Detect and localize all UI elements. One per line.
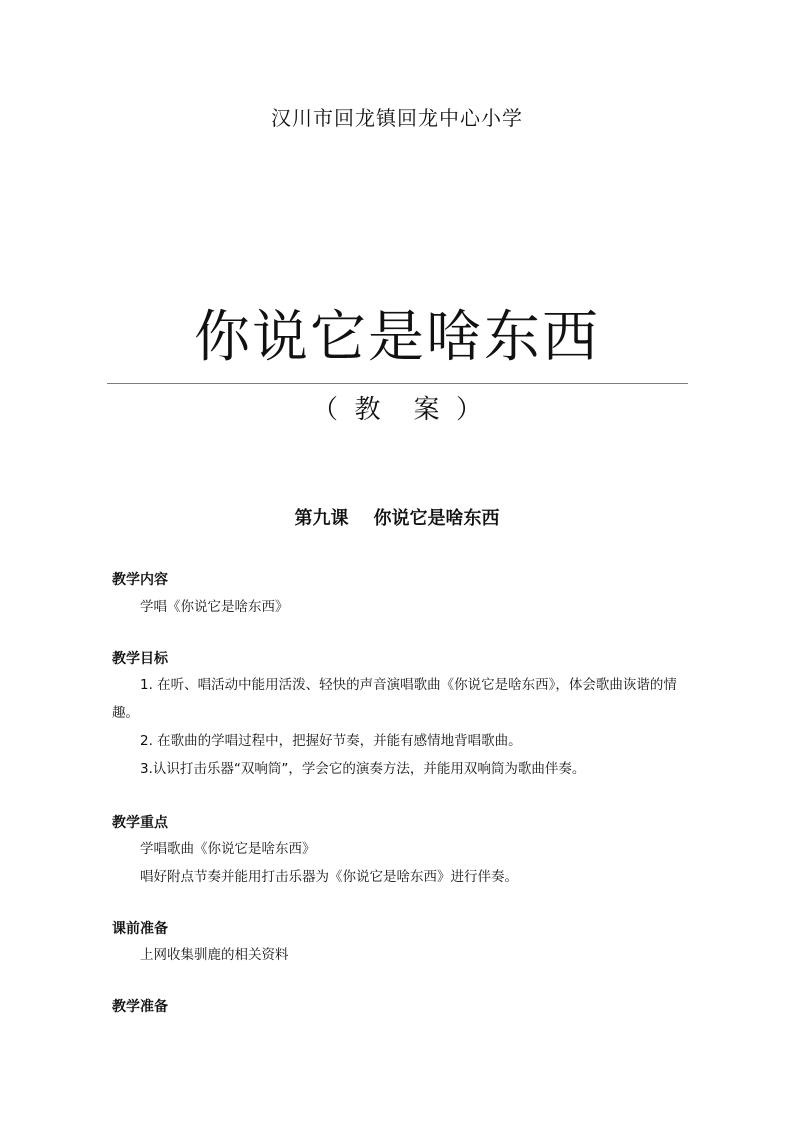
section-heading-key-points: 教学重点 (112, 815, 168, 831)
key-point-line-1: 学唱歌曲《你说它是啥东西》 (140, 841, 316, 857)
content-line: 学唱《你说它是啥东西》 (140, 599, 289, 615)
goal-line-1: 1. 在听、唱活动中能用活泼、轻快的声音演唱歌曲《你说它是啥东西》，体会歌曲诙谐的情趣。 (112, 677, 677, 721)
lesson-title: 第九课 你说它是啥东西 (294, 508, 500, 529)
goal-line-3: 3.认识打击乐器“双响筒”，学会它的演奏方法，并能用双响筒为歌曲伴奏。 (140, 761, 586, 777)
goal-line-2: 2. 在歌曲的学唱过程中，把握好节奏，并能有感情地背唱歌曲。 (140, 733, 522, 749)
section-heading-goals: 教学目标 (112, 651, 168, 667)
school-name: 汉川市回龙镇回龙中心小学 (271, 106, 523, 130)
section-heading-preparation-before: 课前准备 (112, 921, 168, 937)
section-heading-content: 教学内容 (112, 572, 168, 588)
key-point-line-2: 唱好附点节奏并能用打击乐器为《你说它是啥东西》进行伴奏。 (140, 869, 518, 885)
document-title: 你说它是啥东西 (194, 305, 600, 370)
title-divider (107, 383, 688, 384)
section-heading-teaching-preparation: 教学准备 (112, 999, 168, 1015)
preparation-line: 上网收集驯鹿的相关资料 (140, 947, 289, 963)
document-subtitle: （ 教 案 ） (311, 395, 483, 425)
